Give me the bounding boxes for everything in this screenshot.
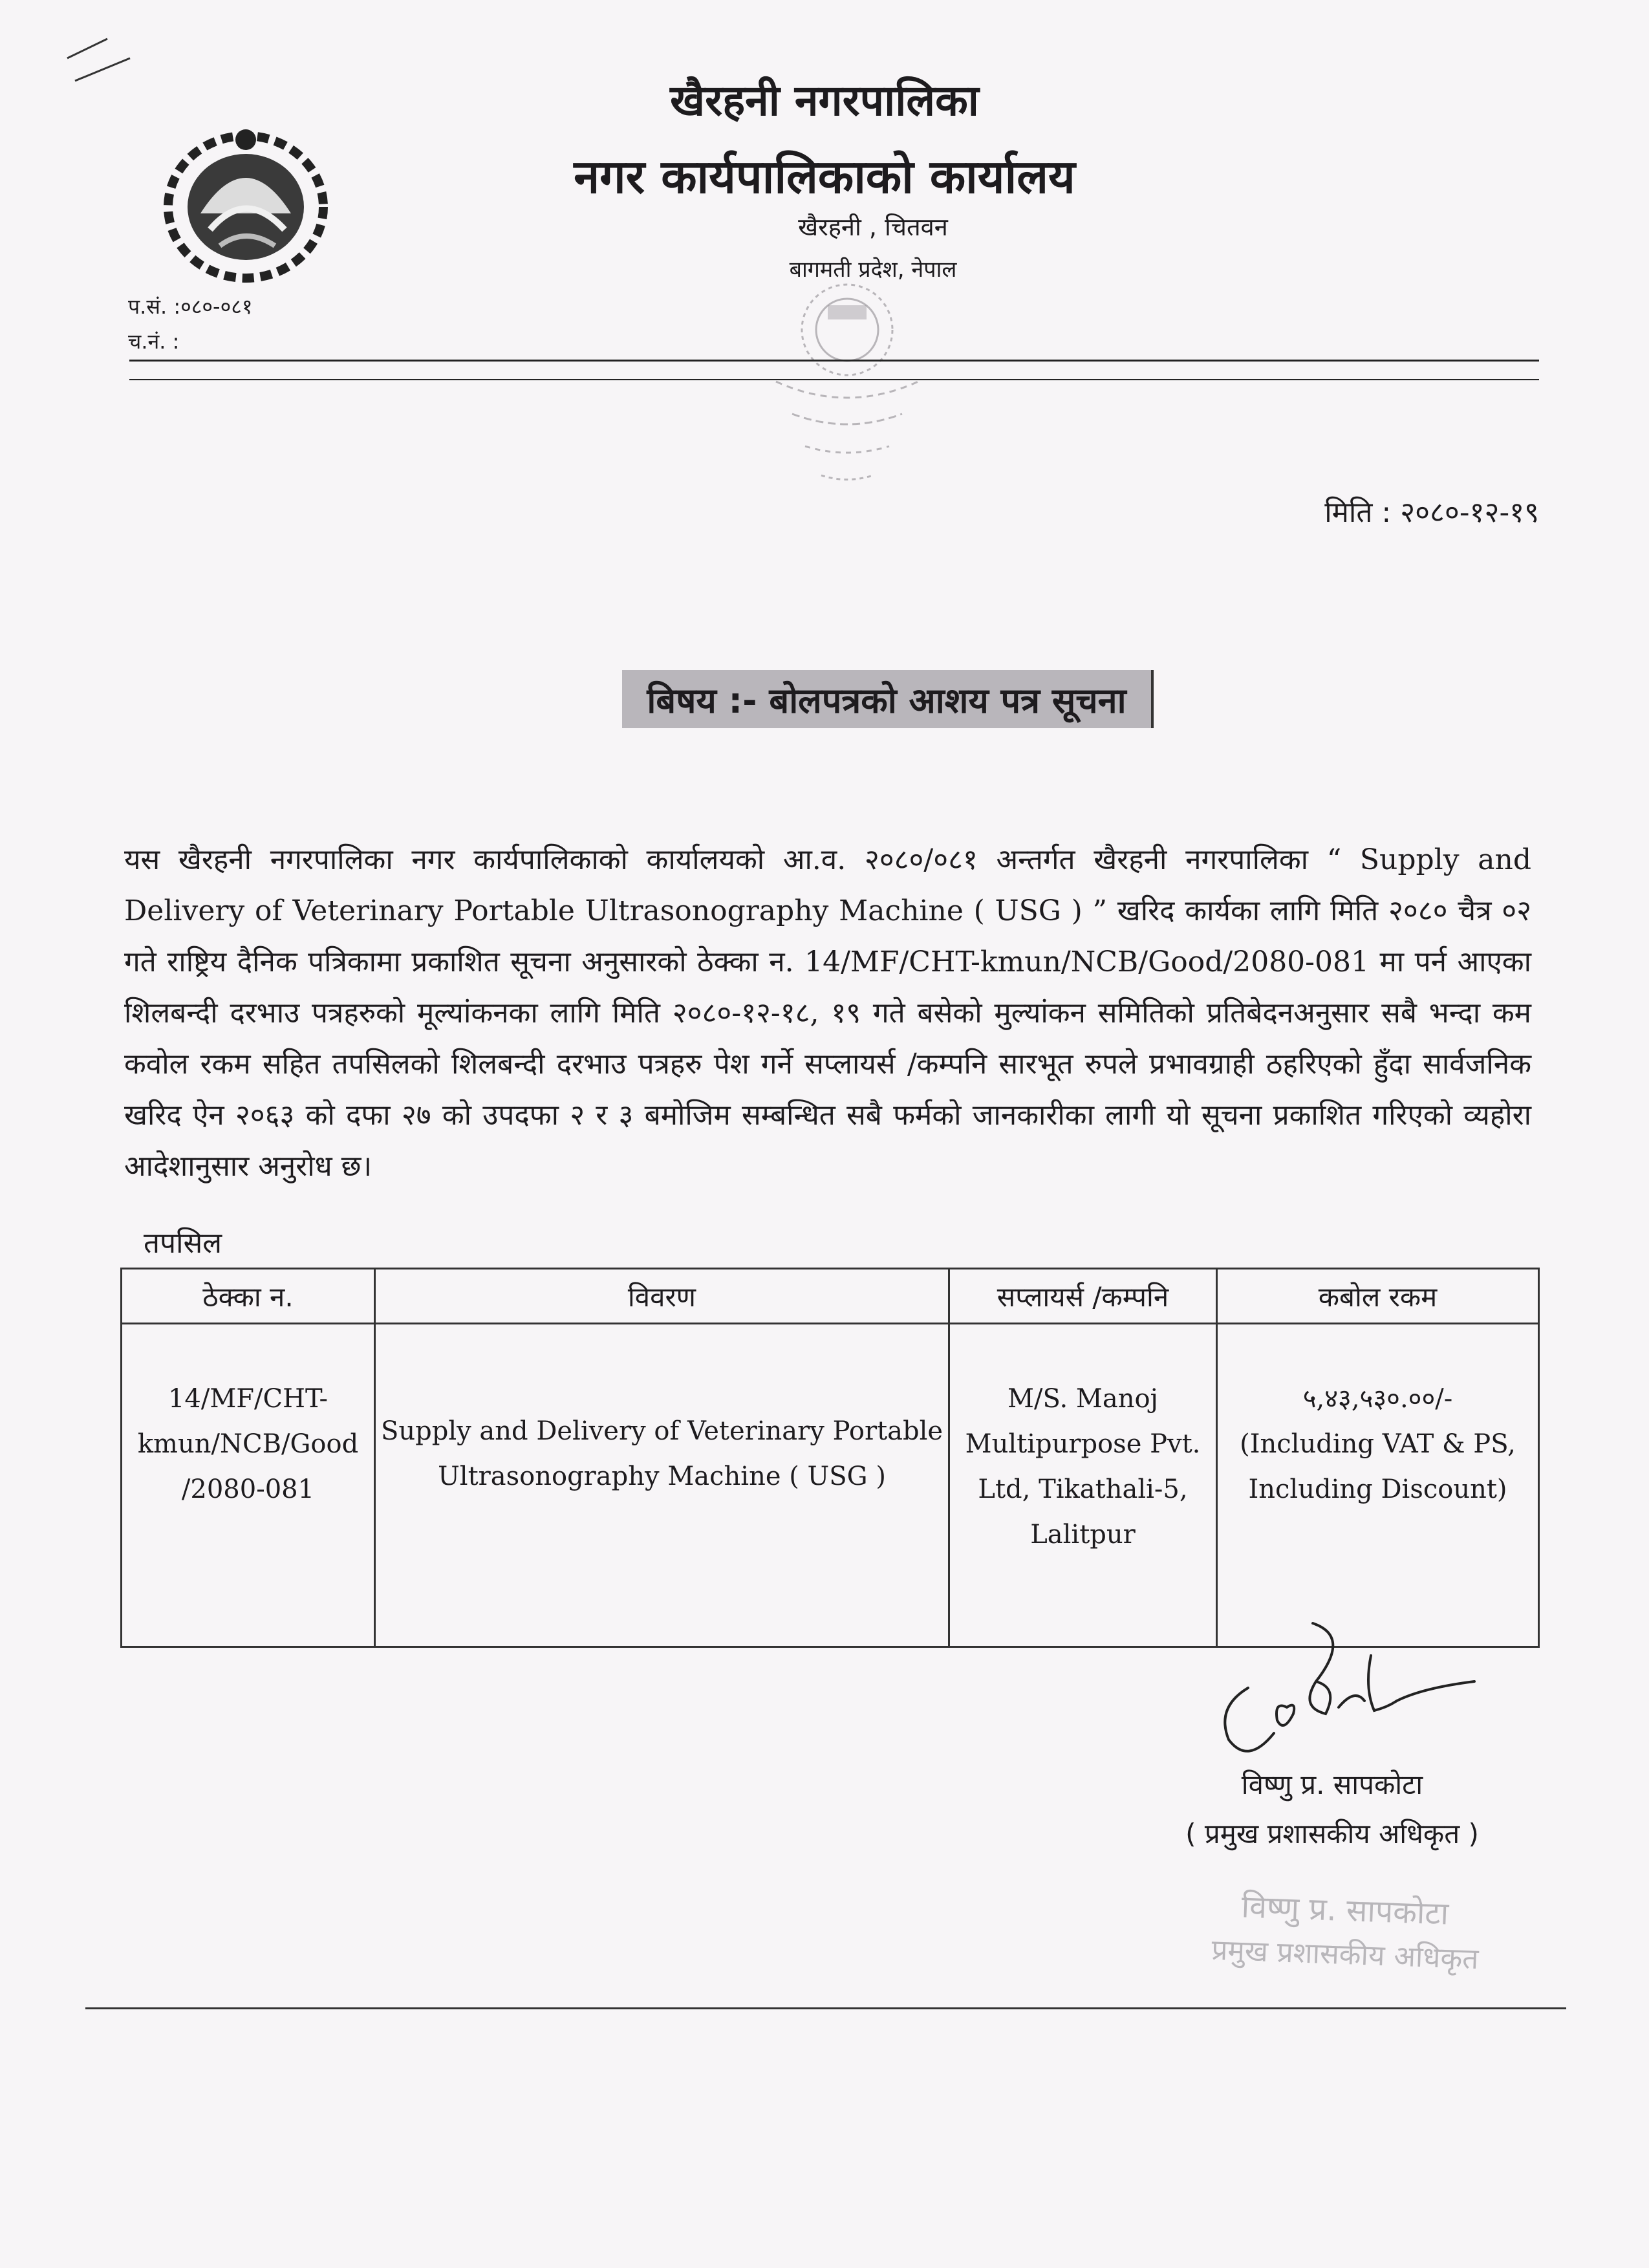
amount-value: ५,४३,५३०.००/-	[1302, 1384, 1453, 1414]
description-line: Supply and Delivery of Veterinary Portable	[380, 1416, 943, 1446]
office-seal-icon	[731, 265, 964, 504]
contract-no-line: /2080-081	[181, 1474, 315, 1504]
signature-icon	[1203, 1610, 1500, 1766]
schedule-table	[120, 1268, 1540, 1648]
contract-no-line: 14/MF/CHT-	[167, 1384, 329, 1414]
supplier-line: Ltd, Tikathali-5,	[978, 1474, 1188, 1504]
header-divider	[129, 360, 1539, 362]
header-supplier: सप्लायर्स /कम्पनि	[949, 1269, 1217, 1324]
header-description: विवरण	[375, 1269, 949, 1324]
reference-fiscal-year: प.सं. :०८०-०८१	[128, 294, 253, 319]
table-row	[122, 1324, 1539, 1647]
notice-date: मिति : २०८०-१२-१९	[1324, 496, 1539, 529]
header-contract-no: ठेक्का न.	[122, 1269, 375, 1324]
schedule-label: तपसिल	[144, 1227, 222, 1260]
organization-name: खैरहनी नगरपालिका	[670, 76, 979, 125]
footer-divider	[85, 2007, 1566, 2009]
notice-subject: बिषय :- बोलपत्रको आशय पत्र सूचना	[622, 670, 1154, 728]
faded-stamp-title: प्रमुख प्रशासकीय अधिकृत	[1211, 1933, 1480, 1976]
cell-contract-no	[122, 1324, 375, 1647]
faded-stamp-name: विष्णु प्र. सापकोटा	[1240, 1888, 1450, 1932]
reference-dispatch-number: च.नं. :	[128, 329, 180, 354]
cell-supplier	[949, 1324, 1217, 1647]
amount-note: Including Discount)	[1248, 1474, 1507, 1504]
office-location: खैरहनी , चितवन	[798, 213, 948, 241]
signatory-name: विष्णु प्र. सापकोटा	[1241, 1769, 1423, 1800]
header-divider-second	[129, 379, 1539, 380]
table-header-row	[122, 1269, 1539, 1324]
supplier-line: M/S. Manoj	[1008, 1384, 1158, 1414]
notice-body: यस खैरहनी नगरपालिका नगर कार्यपालिकाको कार्यालयको आ.व. २०८०/०८१ अन्तर्गत खैरहनी नगरपालिका “ Supply and Delivery of Veterinary Portable Ultrasonography Machine ( USG ) ” खरिद कार्यका लागि मिति २०८० चैत्र ०२ गते राष्ट्रिय दैनिक पत्रिकामा प्रकाशित सूचना अनुसारको ठेक्का न. 14/MF/CHT-kmun/NCB/Good/2080-081 मा पर्न आएका शिलबन्दी दरभाउ पत्रहरुको मूल्यांकनका लागि मिति २०८०-१२-१८, १९ गते बसेको मुल्यांकन समितिको प्रतिबेदनअनुसार सबै भन्दा कम कवोल रकम सहित तपसिलको शिलबन्दी दरभाउ पत्रहरु पेश गर्ने सप्लायर्स /कम्पनि सारभूत रुपले प्रभावग्राही ठहरिएको हुँदा सार्वजनिक खरिद ऐन २०६३ को दफा २७ को उपदफा २ र ३ बमोजिम सम्बन्धित सबै फर्मको जानकारीका लागी यो सूचना प्रकाशित गरिएको व्यहोरा आदेशानुसार अनुरोध छ।	[124, 843, 1531, 1183]
cell-description	[375, 1324, 949, 1647]
supplier-line: Multipurpose Pvt.	[965, 1429, 1201, 1459]
office-province: बागमती प्रदेश, नेपाल	[789, 257, 957, 283]
office-name: नगर कार्यपालिकाको कार्यालय	[574, 149, 1075, 204]
cell-amount	[1217, 1324, 1539, 1647]
amount-note: (Including VAT & PS,	[1240, 1429, 1516, 1459]
contract-no-line: kmun/NCB/Good	[137, 1429, 359, 1459]
header-amount: कबोल रकम	[1217, 1269, 1539, 1324]
signatory-title: ( प्रमुख प्रशासकीय अधिकृत )	[1185, 1818, 1479, 1850]
description-line: Ultrasonography Machine ( USG )	[438, 1462, 886, 1491]
supplier-line: Lalitpur	[1030, 1520, 1136, 1550]
